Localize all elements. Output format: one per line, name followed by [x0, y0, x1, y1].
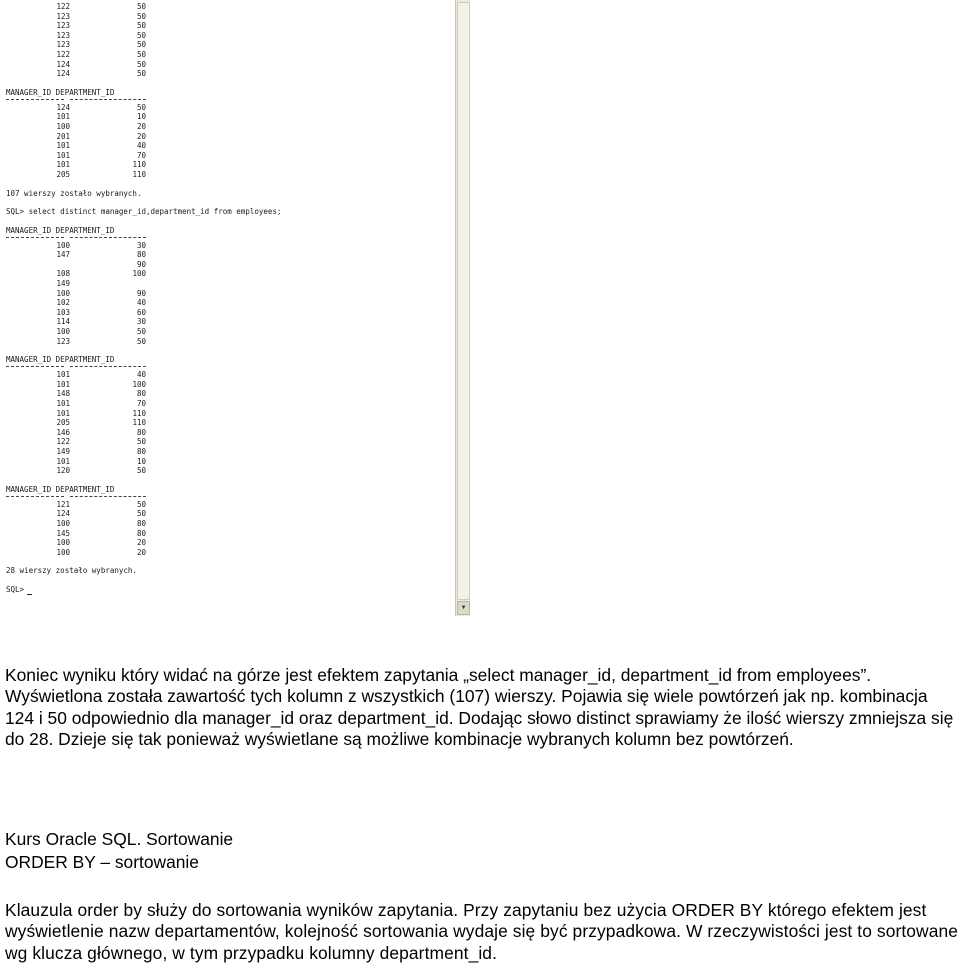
result-row	[6, 160, 454, 170]
department-id-cell: 80	[136, 250, 146, 260]
department-id-cell: 50	[136, 336, 146, 346]
result-row	[6, 50, 454, 60]
column-header: MANAGER_ID DEPARTMENT_ID	[6, 225, 115, 235]
result-row	[6, 509, 454, 519]
result-row	[6, 538, 454, 548]
department-id-cell: 100	[132, 269, 146, 279]
result-row	[6, 269, 454, 279]
result-row	[6, 250, 454, 260]
manager-id-cell: 123	[56, 40, 70, 50]
result-row	[6, 12, 454, 22]
department-id-cell: 90	[136, 288, 146, 298]
manager-id-cell: 123	[56, 21, 70, 31]
department-id-cell: 80	[136, 389, 146, 399]
manager-id-cell: 123	[56, 336, 70, 346]
manager-id-cell: 101	[56, 379, 70, 389]
department-id-cell: 110	[132, 418, 146, 428]
department-id-cell: 20	[136, 121, 146, 131]
console-output	[6, 2, 454, 595]
manager-id-cell: 123	[56, 11, 70, 21]
column-header: MANAGER_ID DEPARTMENT_ID	[6, 355, 115, 365]
department-id-cell: 50	[136, 11, 146, 21]
result-row	[6, 380, 454, 390]
department-id-cell: 50	[136, 21, 146, 31]
vertical-scrollbar[interactable]	[455, 0, 470, 616]
result-row	[6, 40, 454, 50]
manager-id-cell: 100	[56, 121, 70, 131]
department-id-cell: 100	[132, 379, 146, 389]
department-id-cell: 80	[136, 528, 146, 538]
department-id-cell: 110	[132, 408, 146, 418]
result-row	[6, 279, 454, 289]
department-id-cell: 40	[136, 141, 146, 151]
department-id-cell: 50	[136, 69, 146, 79]
department-id-cell: 50	[136, 40, 146, 50]
manager-id-cell: 148	[56, 389, 70, 399]
result-row	[6, 289, 454, 299]
result-row	[6, 260, 454, 270]
department-id-cell: 20	[136, 547, 146, 557]
result-row	[6, 529, 454, 539]
result-row	[6, 170, 454, 180]
rows-selected-message: 28 wierszy zostało wybranych.	[6, 566, 137, 576]
result-row	[6, 241, 454, 251]
department-id-cell: 110	[132, 160, 146, 170]
rows-selected-message: 107 wierszy zostało wybranych.	[6, 188, 142, 198]
result-row	[6, 60, 454, 70]
paragraph-distinct-explanation: Koniec wyniku który widać na górze jest efektem zapytania „select manager_id, department_id from employees”. Wyświetlona została zawartość tych kolumn z wszystkich (107) wierszy. Pojawia się wiele powtórzeń jak np. kombinacja 124 i 50 odpowiednio dla manager_id oraz department_id. Dodając słowo distinct sprawiamy że ilość wierszy zmniejsza się do 28. Dzieje się tak ponieważ wyświetlane są możliwe kombinacje wybranych kolumn bez powtórzeń.	[5, 665, 954, 750]
manager-id-cell: 100	[56, 240, 70, 250]
manager-id-cell: 122	[56, 2, 70, 11]
result-row	[6, 103, 454, 113]
department-id-cell: 70	[136, 150, 146, 160]
column-header: MANAGER_ID DEPARTMENT_ID	[6, 87, 115, 97]
manager-id-cell: 101	[56, 456, 70, 466]
manager-id-cell: 114	[56, 317, 70, 327]
department-id-cell: 80	[136, 518, 146, 528]
manager-id-cell: 101	[56, 141, 70, 151]
department-id-cell: 60	[136, 307, 146, 317]
manager-id-cell: 123	[56, 30, 70, 40]
manager-id-cell: 103	[56, 307, 70, 317]
manager-id-cell: 122	[56, 49, 70, 59]
manager-id-cell: 124	[56, 509, 70, 519]
result-row	[6, 337, 454, 347]
result-row	[6, 2, 454, 12]
department-id-cell: 50	[136, 49, 146, 59]
manager-id-cell: 201	[56, 131, 70, 141]
manager-id-cell: 121	[56, 499, 70, 509]
result-row	[6, 122, 454, 132]
result-row	[6, 500, 454, 510]
manager-id-cell: 102	[56, 298, 70, 308]
result-row	[6, 389, 454, 399]
text-cursor-icon	[27, 594, 32, 595]
scroll-down-arrow-icon[interactable]: ▼	[457, 601, 470, 615]
manager-id-cell: 149	[56, 446, 70, 456]
manager-id-cell: 124	[56, 102, 70, 112]
department-id-cell: 80	[136, 446, 146, 456]
manager-id-cell: 124	[56, 59, 70, 69]
department-id-cell: 20	[136, 131, 146, 141]
manager-id-cell: 100	[56, 538, 70, 548]
manager-id-cell: 146	[56, 427, 70, 437]
department-id-cell: 70	[136, 399, 146, 408]
department-id-cell: 40	[136, 370, 146, 380]
result-row	[6, 519, 454, 529]
manager-id-cell: 124	[56, 69, 70, 79]
result-row	[6, 447, 454, 457]
result-row	[6, 317, 454, 327]
result-row	[6, 21, 454, 31]
department-id-cell: 50	[136, 30, 146, 40]
department-id-cell: 30	[136, 240, 146, 250]
result-row	[6, 132, 454, 142]
result-row	[6, 308, 454, 318]
manager-id-cell: 147	[56, 250, 70, 260]
result-row	[6, 151, 454, 161]
department-id-cell: 50	[136, 59, 146, 69]
column-header: MANAGER_ID DEPARTMENT_ID	[6, 484, 115, 494]
department-id-cell: 40	[136, 298, 146, 308]
manager-id-cell: 108	[56, 269, 70, 279]
scrollbar-thumb[interactable]	[457, 2, 470, 600]
manager-id-cell: 100	[56, 518, 70, 528]
department-id-cell: 10	[136, 456, 146, 466]
result-row	[6, 399, 454, 409]
result-row	[6, 298, 454, 308]
department-id-cell: 50	[136, 2, 146, 11]
manager-id-cell: 101	[56, 370, 70, 380]
result-row	[6, 466, 454, 476]
manager-id-cell: 205	[56, 169, 70, 179]
result-row	[6, 69, 454, 79]
department-id-cell: 50	[136, 437, 146, 447]
result-row	[6, 141, 454, 151]
result-row	[6, 437, 454, 447]
result-row	[6, 370, 454, 380]
department-id-cell: 50	[136, 509, 146, 519]
department-id-cell: 90	[136, 259, 146, 269]
manager-id-cell: 100	[56, 327, 70, 337]
manager-id-cell: 145	[56, 528, 70, 538]
result-row	[6, 428, 454, 438]
department-id-cell: 20	[136, 538, 146, 548]
department-id-cell: 10	[136, 112, 146, 122]
manager-id-cell: 122	[56, 437, 70, 447]
result-row	[6, 112, 454, 122]
result-row	[6, 418, 454, 428]
sqlplus-console-screenshot	[0, 0, 470, 616]
manager-id-cell: 101	[56, 150, 70, 160]
section-title: Kurs Oracle SQL. Sortowanie	[5, 829, 234, 849]
result-row	[6, 409, 454, 419]
department-id-cell: 50	[136, 466, 146, 476]
section-subtitle: ORDER BY – sortowanie	[5, 852, 199, 872]
department-id-cell: 80	[136, 427, 146, 437]
manager-id-cell: 101	[56, 160, 70, 170]
result-row	[6, 548, 454, 558]
manager-id-cell: 120	[56, 466, 70, 476]
department-id-cell: 30	[136, 317, 146, 327]
sql-prompt[interactable]: SQL>	[6, 585, 454, 595]
paragraph-order-by: Klauzula order by służy do sortowania wyników zapytania. Przy zapytaniu bez użycia ORDER BY którego efektem jest wyświetlenie nazw departamentów, kolejność sortowania wydaje się być przypadkowa. W rzeczywistości jest to sortowane wg klucza głównego, w tym przypadku kolumny department_id.	[5, 900, 959, 963]
department-id-cell: 50	[136, 102, 146, 112]
sql-query-line: SQL> select distinct manager_id,department_id from employees;	[6, 207, 282, 217]
manager-id-cell: 149	[56, 279, 70, 289]
manager-id-cell: 100	[56, 288, 70, 298]
manager-id-cell: 101	[56, 399, 70, 408]
result-row	[6, 327, 454, 337]
department-id-cell: 50	[136, 327, 146, 337]
result-row	[6, 31, 454, 41]
manager-id-cell: 205	[56, 418, 70, 428]
manager-id-cell: 101	[56, 112, 70, 122]
department-id-cell: 50	[136, 499, 146, 509]
result-row	[6, 457, 454, 467]
department-id-cell: 110	[132, 169, 146, 179]
manager-id-cell: 100	[56, 547, 70, 557]
manager-id-cell: 101	[56, 408, 70, 418]
